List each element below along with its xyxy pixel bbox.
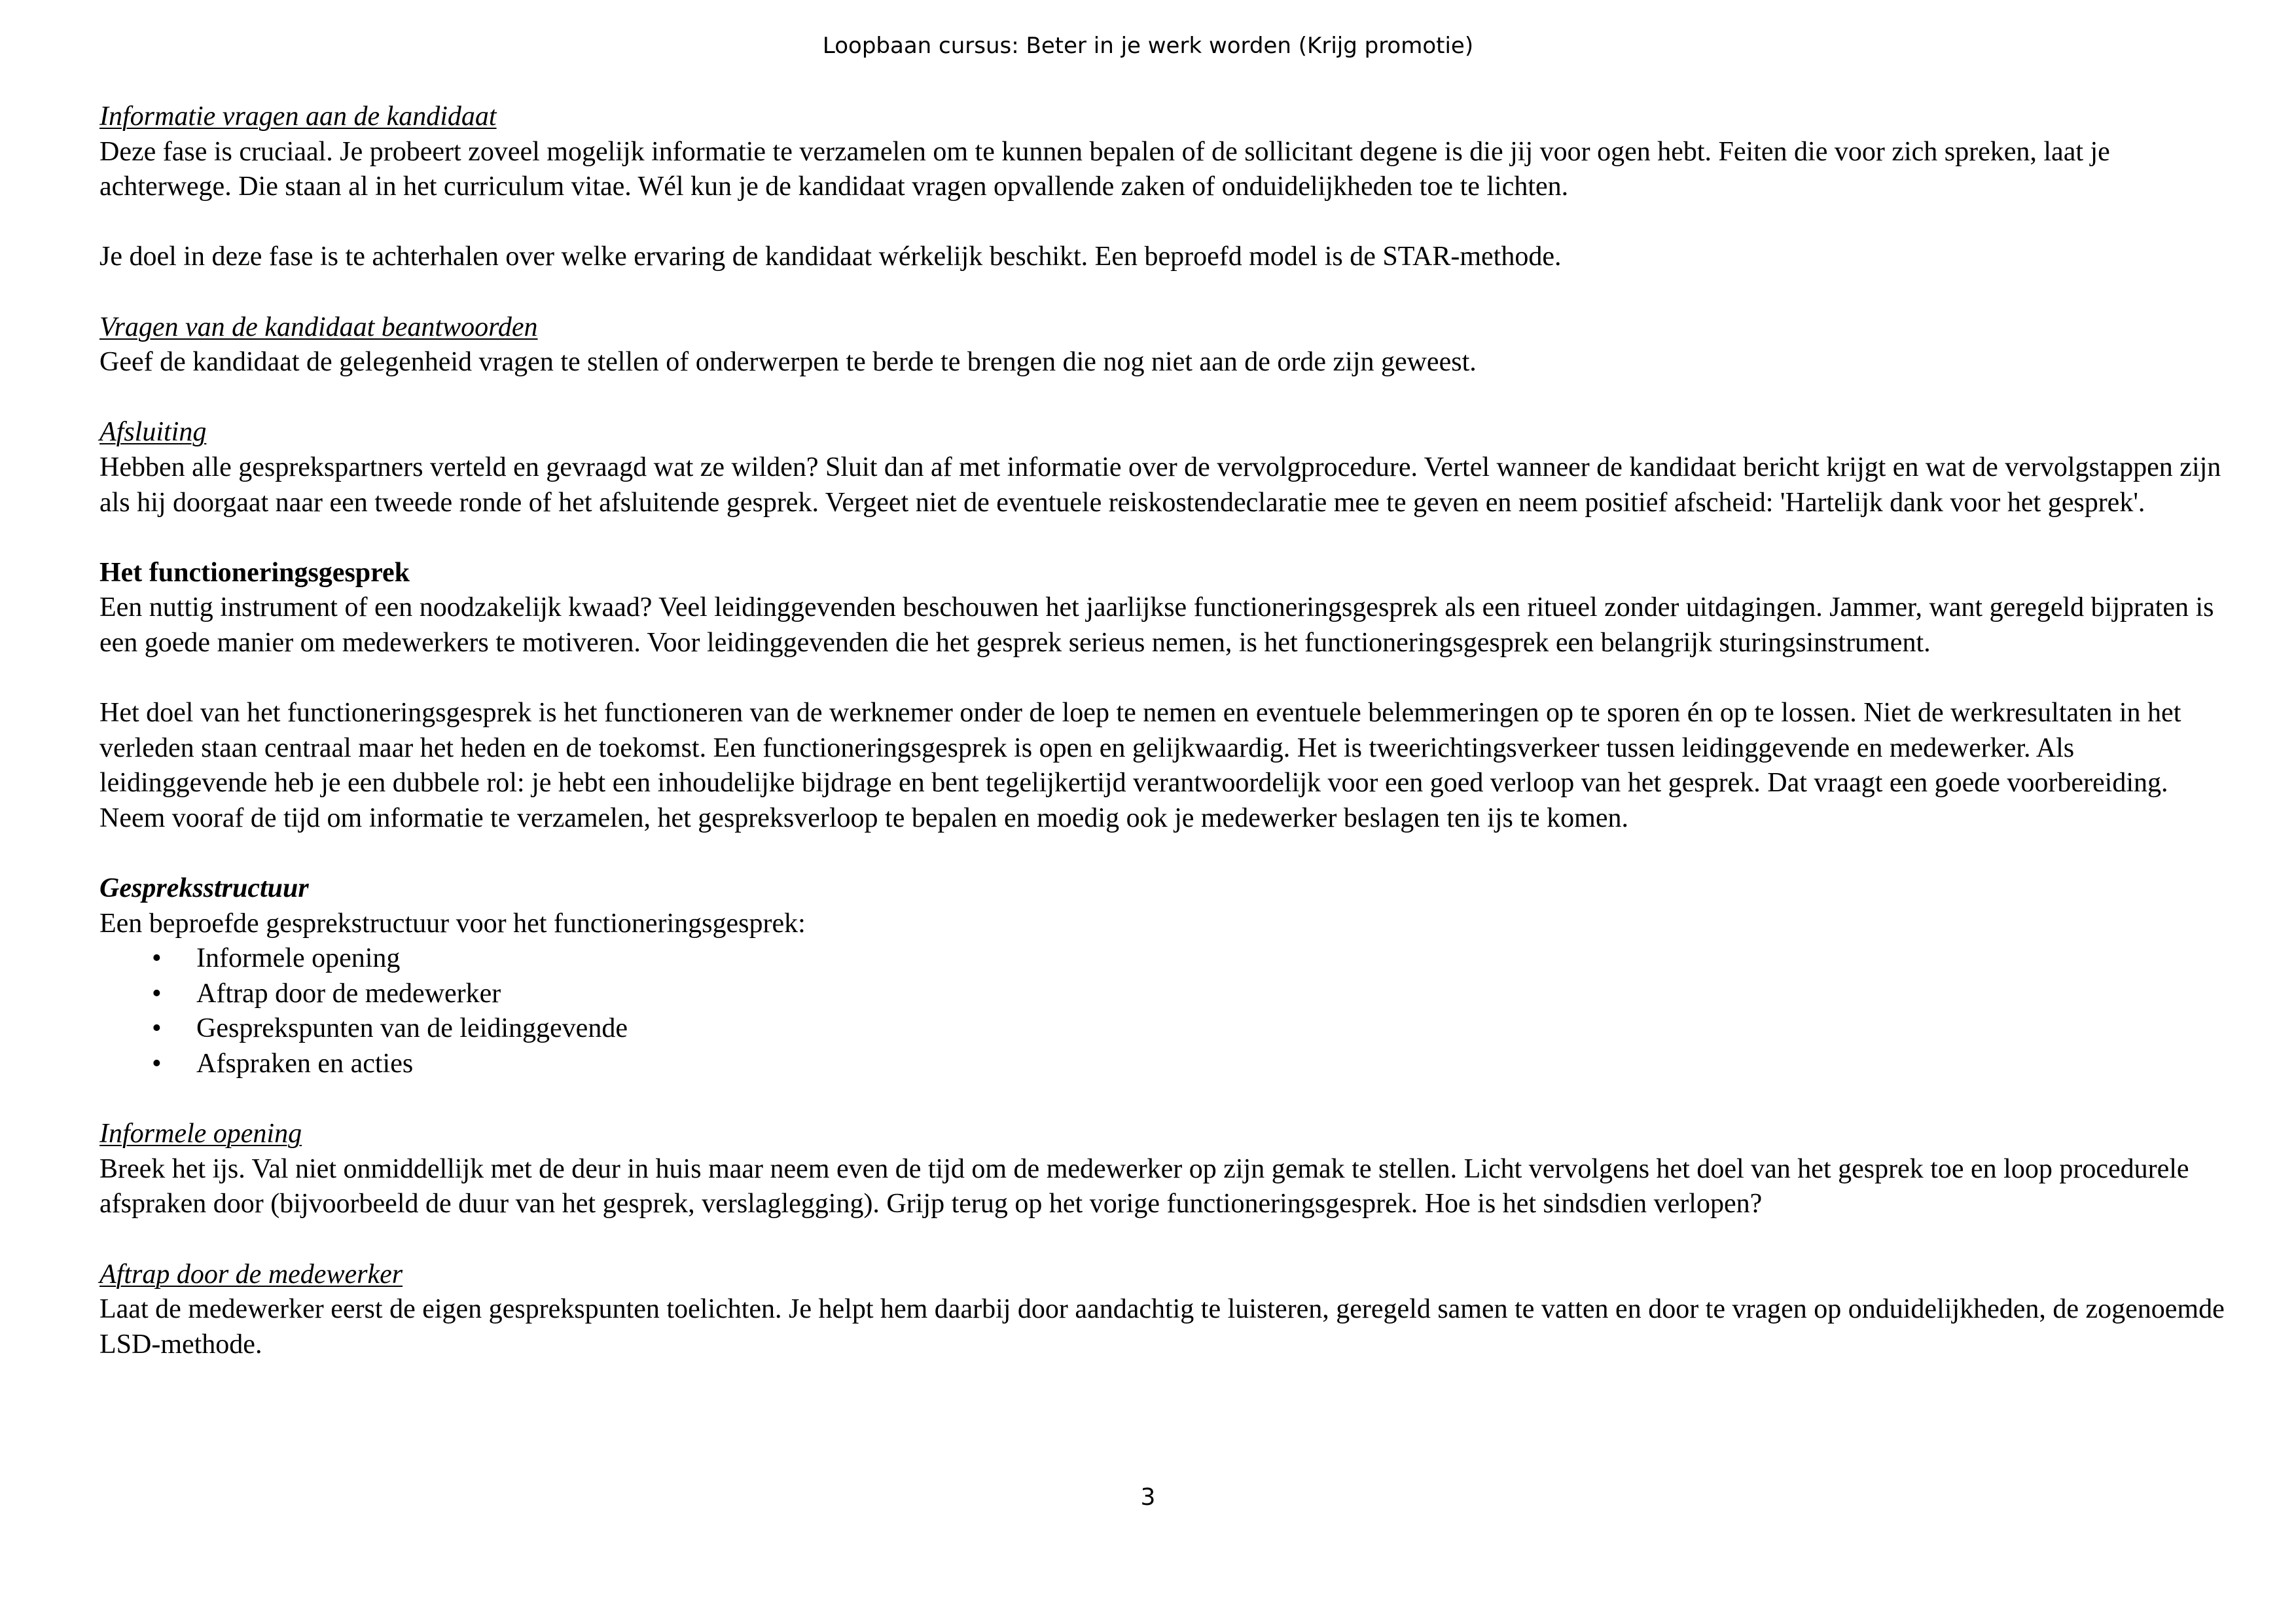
paragraph-vragen-1: Geef de kandidaat de gelegenheid vragen te stellen of onderwerpen te berde te brengen die nog niet aan de orde zijn geweest. <box>99 347 1477 378</box>
bullet-icon: • <box>152 978 162 1009</box>
heading-informele-opening: Informele opening <box>99 1119 302 1149</box>
heading-afsluiting: Afsluiting <box>99 417 207 448</box>
spacer <box>99 1222 2227 1257</box>
bullet-list-gespreksstructuur <box>99 941 2227 1081</box>
list-item <box>99 1011 2227 1047</box>
paragraph-functionering-2: Het doel van het functioneringsgesprek is het functioneren van de werknemer onder de loep te nemen en eventuele belemmeringen op te sporen én op te lossen. Niet de werkresultaten in het verleden staan centraal maar het heden en de toekomst. Een functioneringsgesprek is open en gelijkwaardig. Het is tweerichtingsverkeer tussen leidinggevende en medewerker. Als leidinggevende heb je een dubbele rol: je hebt een inhoudelijke bijdrage en bent tegelijkertijd verantwoordelijk voor een goed verloop van het gesprek. Dat vraagt een goede voorbereiding. Neem vooraf de tijd om informatie te verzamelen, het gespreksverloop te bepalen en moedig ook je medewerker beslagen ten ijs te komen. <box>99 698 2181 833</box>
spacer <box>99 661 2227 696</box>
list-item <box>99 941 2227 977</box>
bullet-icon: • <box>152 1049 162 1079</box>
paragraph-opening-1: Breek het ijs. Val niet onmiddellijk met de deur in huis maar neem even de tijd om de medewerker op zijn gemak te stellen. Licht vervolgens het doel van het gesprek toe en loop procedurele afspraken door (bijvoorbeeld de duur van het gesprek, verslaglegging). Grijp terug op het vorige functioneringsgesprek. Hoe is het sindsdien verlopen? <box>99 1153 2189 1219</box>
list-item <box>99 977 2227 1012</box>
heading-aftrap-medewerker: Aftrap door de medewerker <box>99 1259 403 1290</box>
list-item-text: Gesprekspunten van de leidinggevende <box>196 1013 628 1044</box>
page-number: 3 <box>1140 1484 1156 1511</box>
paragraph-functionering-1: Een nuttig instrument of een noodzakelijk kwaad? Veel leidinggevenden beschouwen het jaarlijkse functioneringsgesprek als een ritueel zonder uitdagingen. Jammer, want geregeld bijpraten is een goede manier om medewerkers te motiveren. Voor leidinggevenden die het gesprek serieus nemen, is het functioneringsgesprek een belangrijk sturingsinstrument. <box>99 592 2214 658</box>
list-item-text: Informele opening <box>196 943 401 974</box>
paragraph-afsluiting-1: Hebben alle gesprekspartners verteld en gevraagd wat ze wilden? Sluit dan af met informatie over de vervolgprocedure. Vertel wanneer de kandidaat bericht krijgt en wat de vervolgstappen zijn als hij doorgaat naar een tweede ronde of het afsluitende gesprek. Vergeet niet de eventuele reiskostendeclaratie mee te geven en neem positief afscheid: 'Hartelijk dank voor het gesprek'. <box>99 452 2221 518</box>
paragraph-informatie-1: Deze fase is cruciaal. Je probeert zoveel mogelijk informatie te verzamelen om te kunnen bepalen of de sollicitant degene is die jij voor ogen hebt. Feiten die voor zich spreken, laat je achterwege. Die staan al in het curriculum vitae. Wél kun je de kandidaat vragen opvallende zaken of onduidelijkheden toe te lichten. <box>99 136 2110 202</box>
paragraph-informatie-2: Je doel in deze fase is te achterhalen over welke ervaring de kandidaat wérkelijk beschikt. Een beproefd model is de STAR-methode. <box>99 242 1562 272</box>
spacer <box>99 275 2227 310</box>
heading-gespreksstructuur: Gespreksstructuur <box>99 873 309 904</box>
spacer <box>99 205 2227 240</box>
paragraph-aftrap-1: Laat de medewerker eerst de eigen gesprekspunten toelichten. Je helpt hem daarbij door aandachtig te luisteren, geregeld samen te vatten en door te vragen op onduidelijkheden, de zogenoemde LSD-methode. <box>99 1294 2225 1360</box>
spacer <box>99 520 2227 556</box>
spacer <box>99 836 2227 871</box>
document-body <box>99 99 2227 1362</box>
page-header: Loopbaan cursus: Beter in je werk worden (Krijg promotie) <box>822 33 1474 59</box>
spacer <box>99 1082 2227 1117</box>
list-item-text: Aftrap door de medewerker <box>196 978 501 1009</box>
heading-vragen-beantwoorden: Vragen van de kandidaat beantwoorden <box>99 312 538 342</box>
list-item <box>99 1047 2227 1082</box>
heading-informatie-vragen: Informatie vragen aan de kandidaat <box>99 101 497 132</box>
heading-functioneringsgesprek: Het functioneringsgesprek <box>99 557 410 588</box>
spacer <box>99 380 2227 416</box>
bullet-icon: • <box>152 943 162 974</box>
list-item-text: Afspraken en acties <box>196 1049 414 1079</box>
bullet-icon: • <box>152 1013 162 1044</box>
paragraph-structuur-intro: Een beproefde gesprekstructuur voor het functioneringsgesprek: <box>99 908 806 939</box>
